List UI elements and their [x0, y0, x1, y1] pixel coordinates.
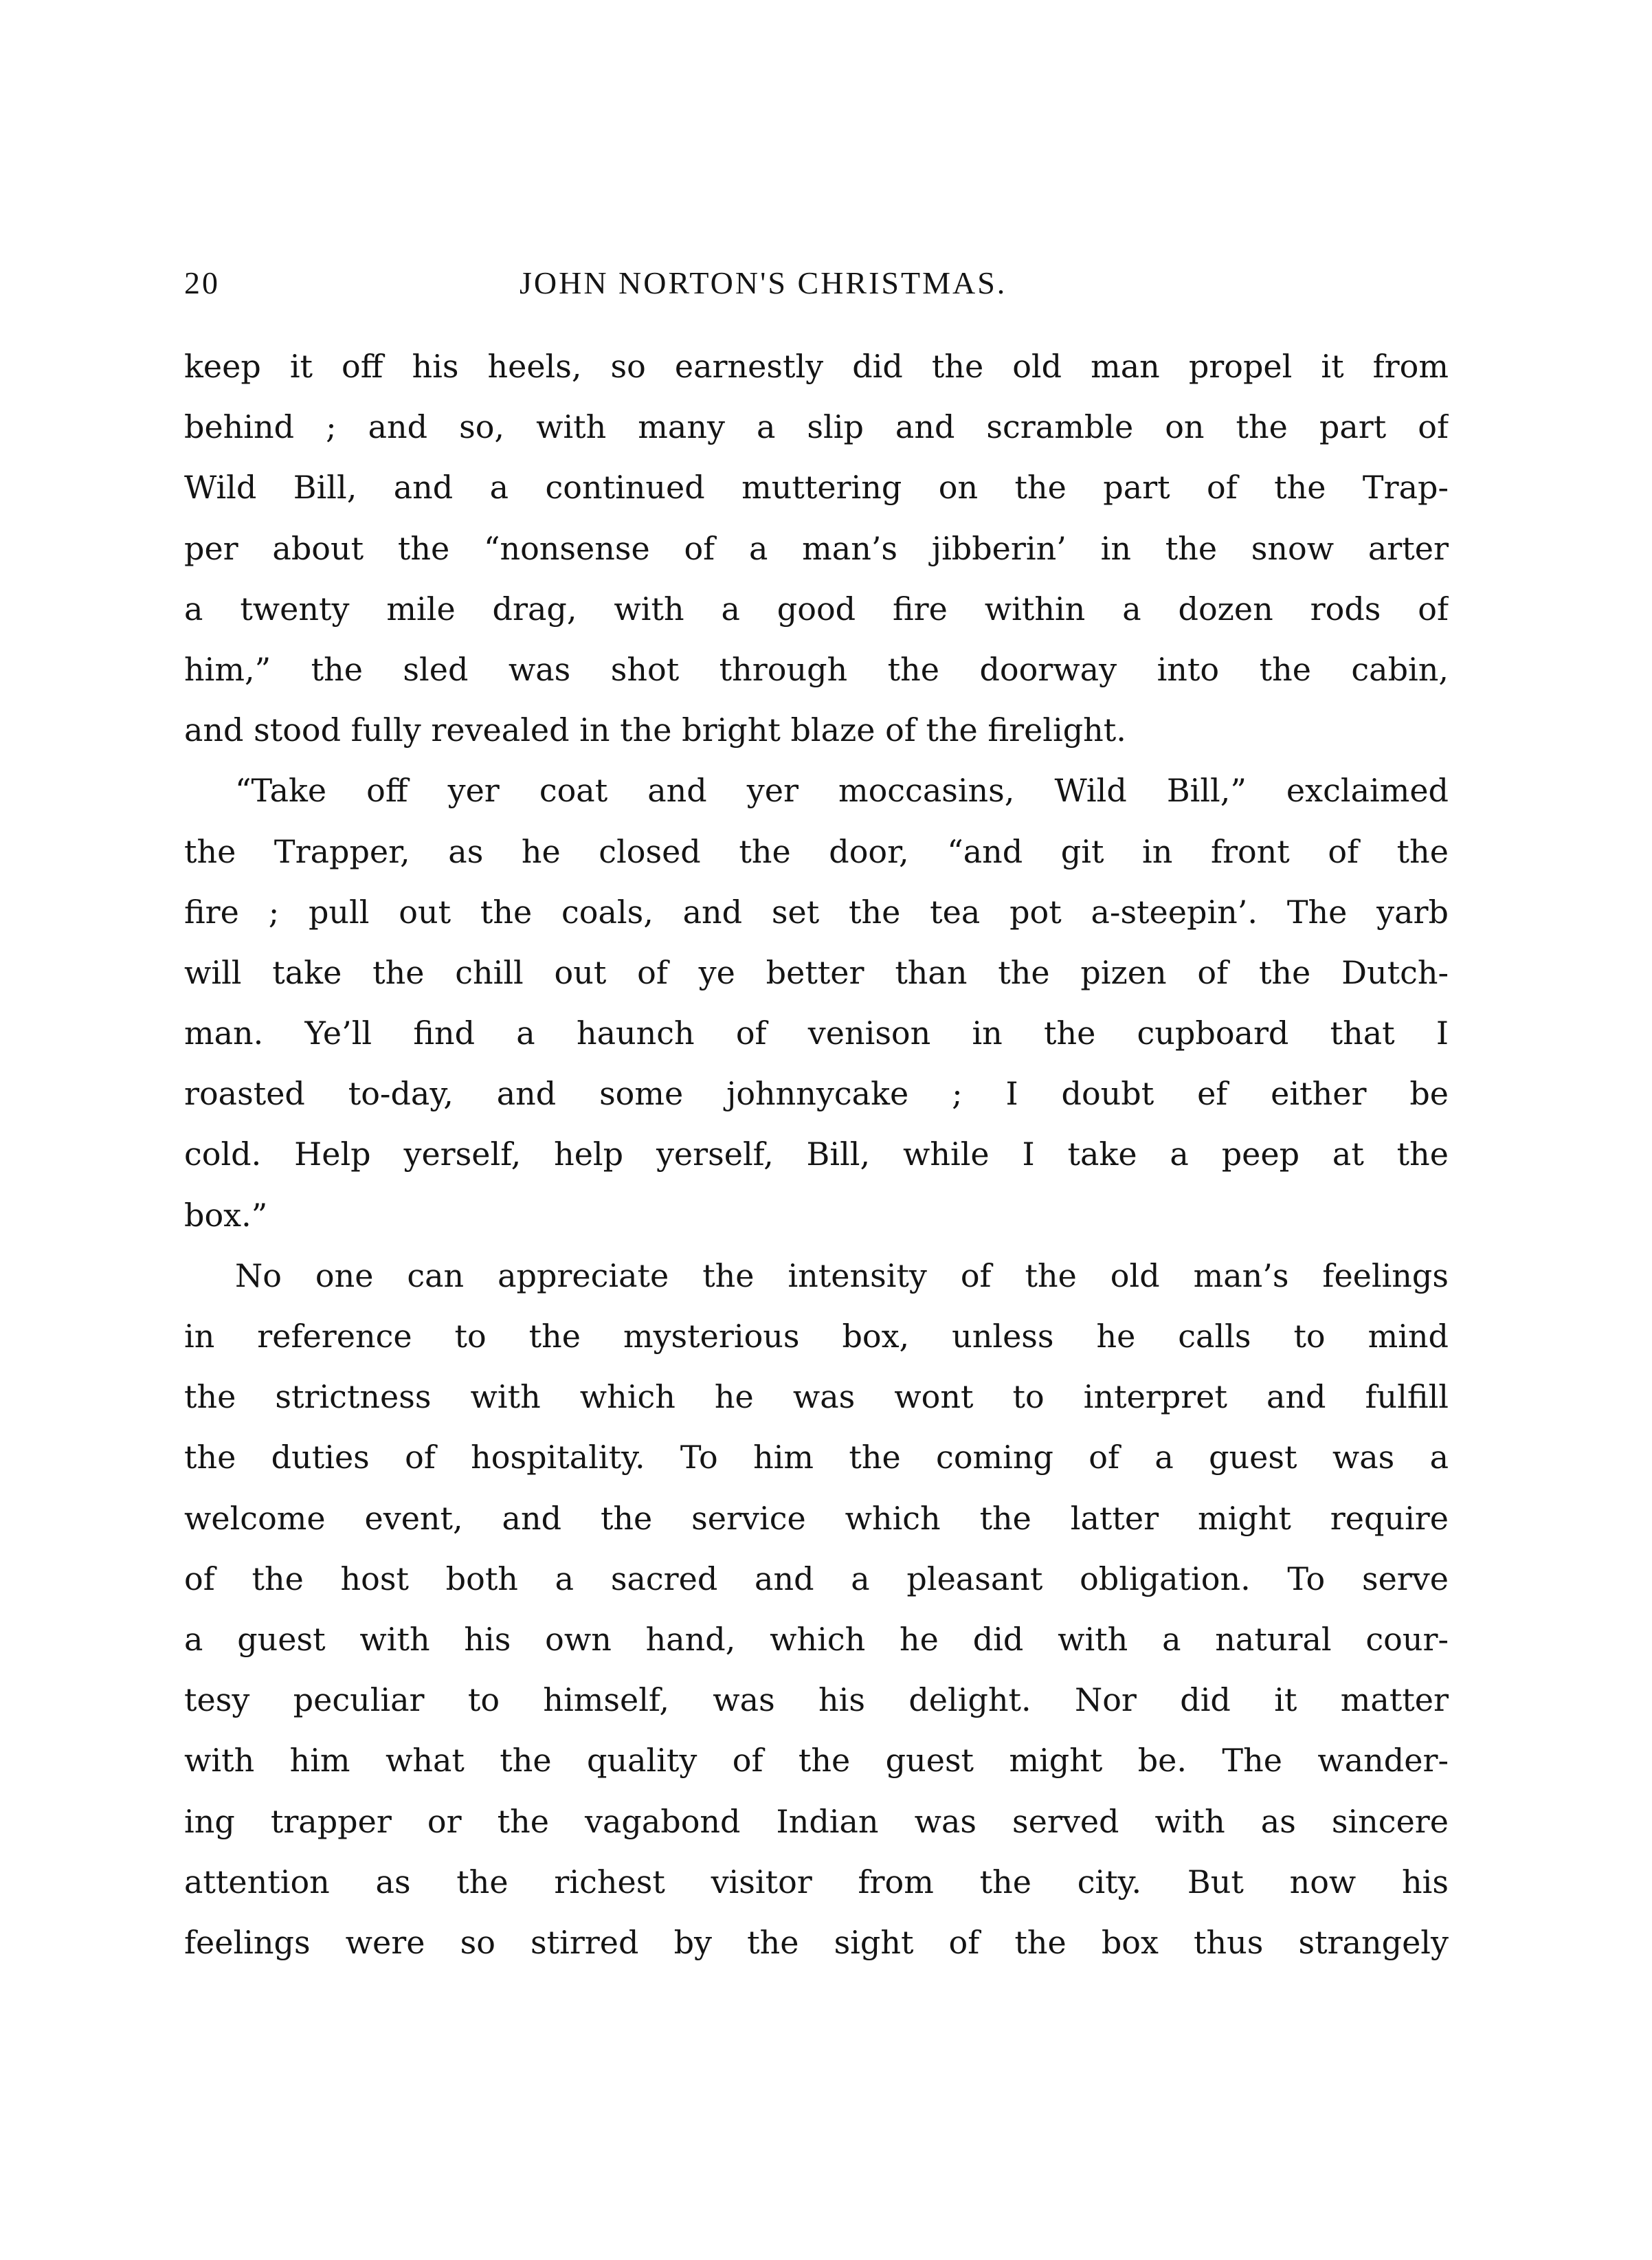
- text-line: feelings were so stirred by the sight of the box thus strangely: [184, 1923, 1449, 1961]
- text-line: ing trapper or the vagabond Indian was served with as sincere: [184, 1802, 1449, 1840]
- text-line: a guest with his own hand, which he did with a natural cour-: [184, 1620, 1449, 1658]
- text-line: attention as the richest visitor from the city. But now his: [184, 1863, 1449, 1901]
- text-line: the strictness with which he was wont to interpret and fulfill: [184, 1378, 1449, 1416]
- text-line: the Trapper, as he closed the door, “and git in front of the: [184, 832, 1449, 870]
- text-line: Wild Bill, and a continued muttering on the part of the Trap-: [184, 469, 1449, 507]
- text-line: No one can appreciate the intensity of the old man’s feelings: [235, 1256, 1449, 1294]
- text-line: tesy peculiar to himself, was his delight. Nor did it matter: [184, 1681, 1449, 1719]
- text-line: in reference to the mysterious box, unless he calls to mind: [184, 1318, 1449, 1355]
- body-text: [184, 336, 1449, 1973]
- text-line: a twenty mile drag, with a good fire within a dozen rods of: [184, 590, 1449, 628]
- text-line: “Take off yer coat and yer moccasins, Wild Bill,” exclaimed: [235, 772, 1449, 810]
- text-line: of the host both a sacred and a pleasant obligation. To serve: [184, 1560, 1449, 1597]
- text-line: and stood fully revealed in the bright blaze of the firelight.: [184, 711, 1126, 749]
- running-head: [184, 265, 1449, 313]
- text-line: roasted to-day, and some johnnycake ; I doubt ef either be: [184, 1075, 1449, 1113]
- text-line: cold. Help yerself, help yerself, Bill, while I take a peep at the: [184, 1135, 1449, 1173]
- book-title: JOHN NORTON'S CHRISTMAS.: [520, 265, 1007, 300]
- text-line: the duties of hospitality. To him the coming of a guest was a: [184, 1439, 1449, 1476]
- text-line: keep it off his heels, so earnestly did the old man propel it from: [184, 348, 1449, 385]
- text-line: him,” the sled was shot through the doorway into the cabin,: [184, 650, 1449, 688]
- text-line: per about the “nonsense of a man’s jibberin’ in the snow arter: [184, 529, 1449, 567]
- text-line: will take the chill out of ye better than the pizen of the Dutch-: [184, 953, 1449, 991]
- text-line: with him what the quality of the guest might be. The wander-: [184, 1742, 1449, 1780]
- page-number: 20: [184, 265, 220, 300]
- text-line: box.”: [184, 1196, 268, 1234]
- text-line: welcome event, and the service which the latter might require: [184, 1499, 1449, 1537]
- text-line: fire ; pull out the coals, and set the tea pot a-steepin’. The yarb: [184, 893, 1449, 931]
- text-line: man. Ye’ll find a haunch of venison in the cupboard that I: [184, 1015, 1449, 1052]
- text-line: behind ; and so, with many a slip and scramble on the part of: [184, 408, 1449, 446]
